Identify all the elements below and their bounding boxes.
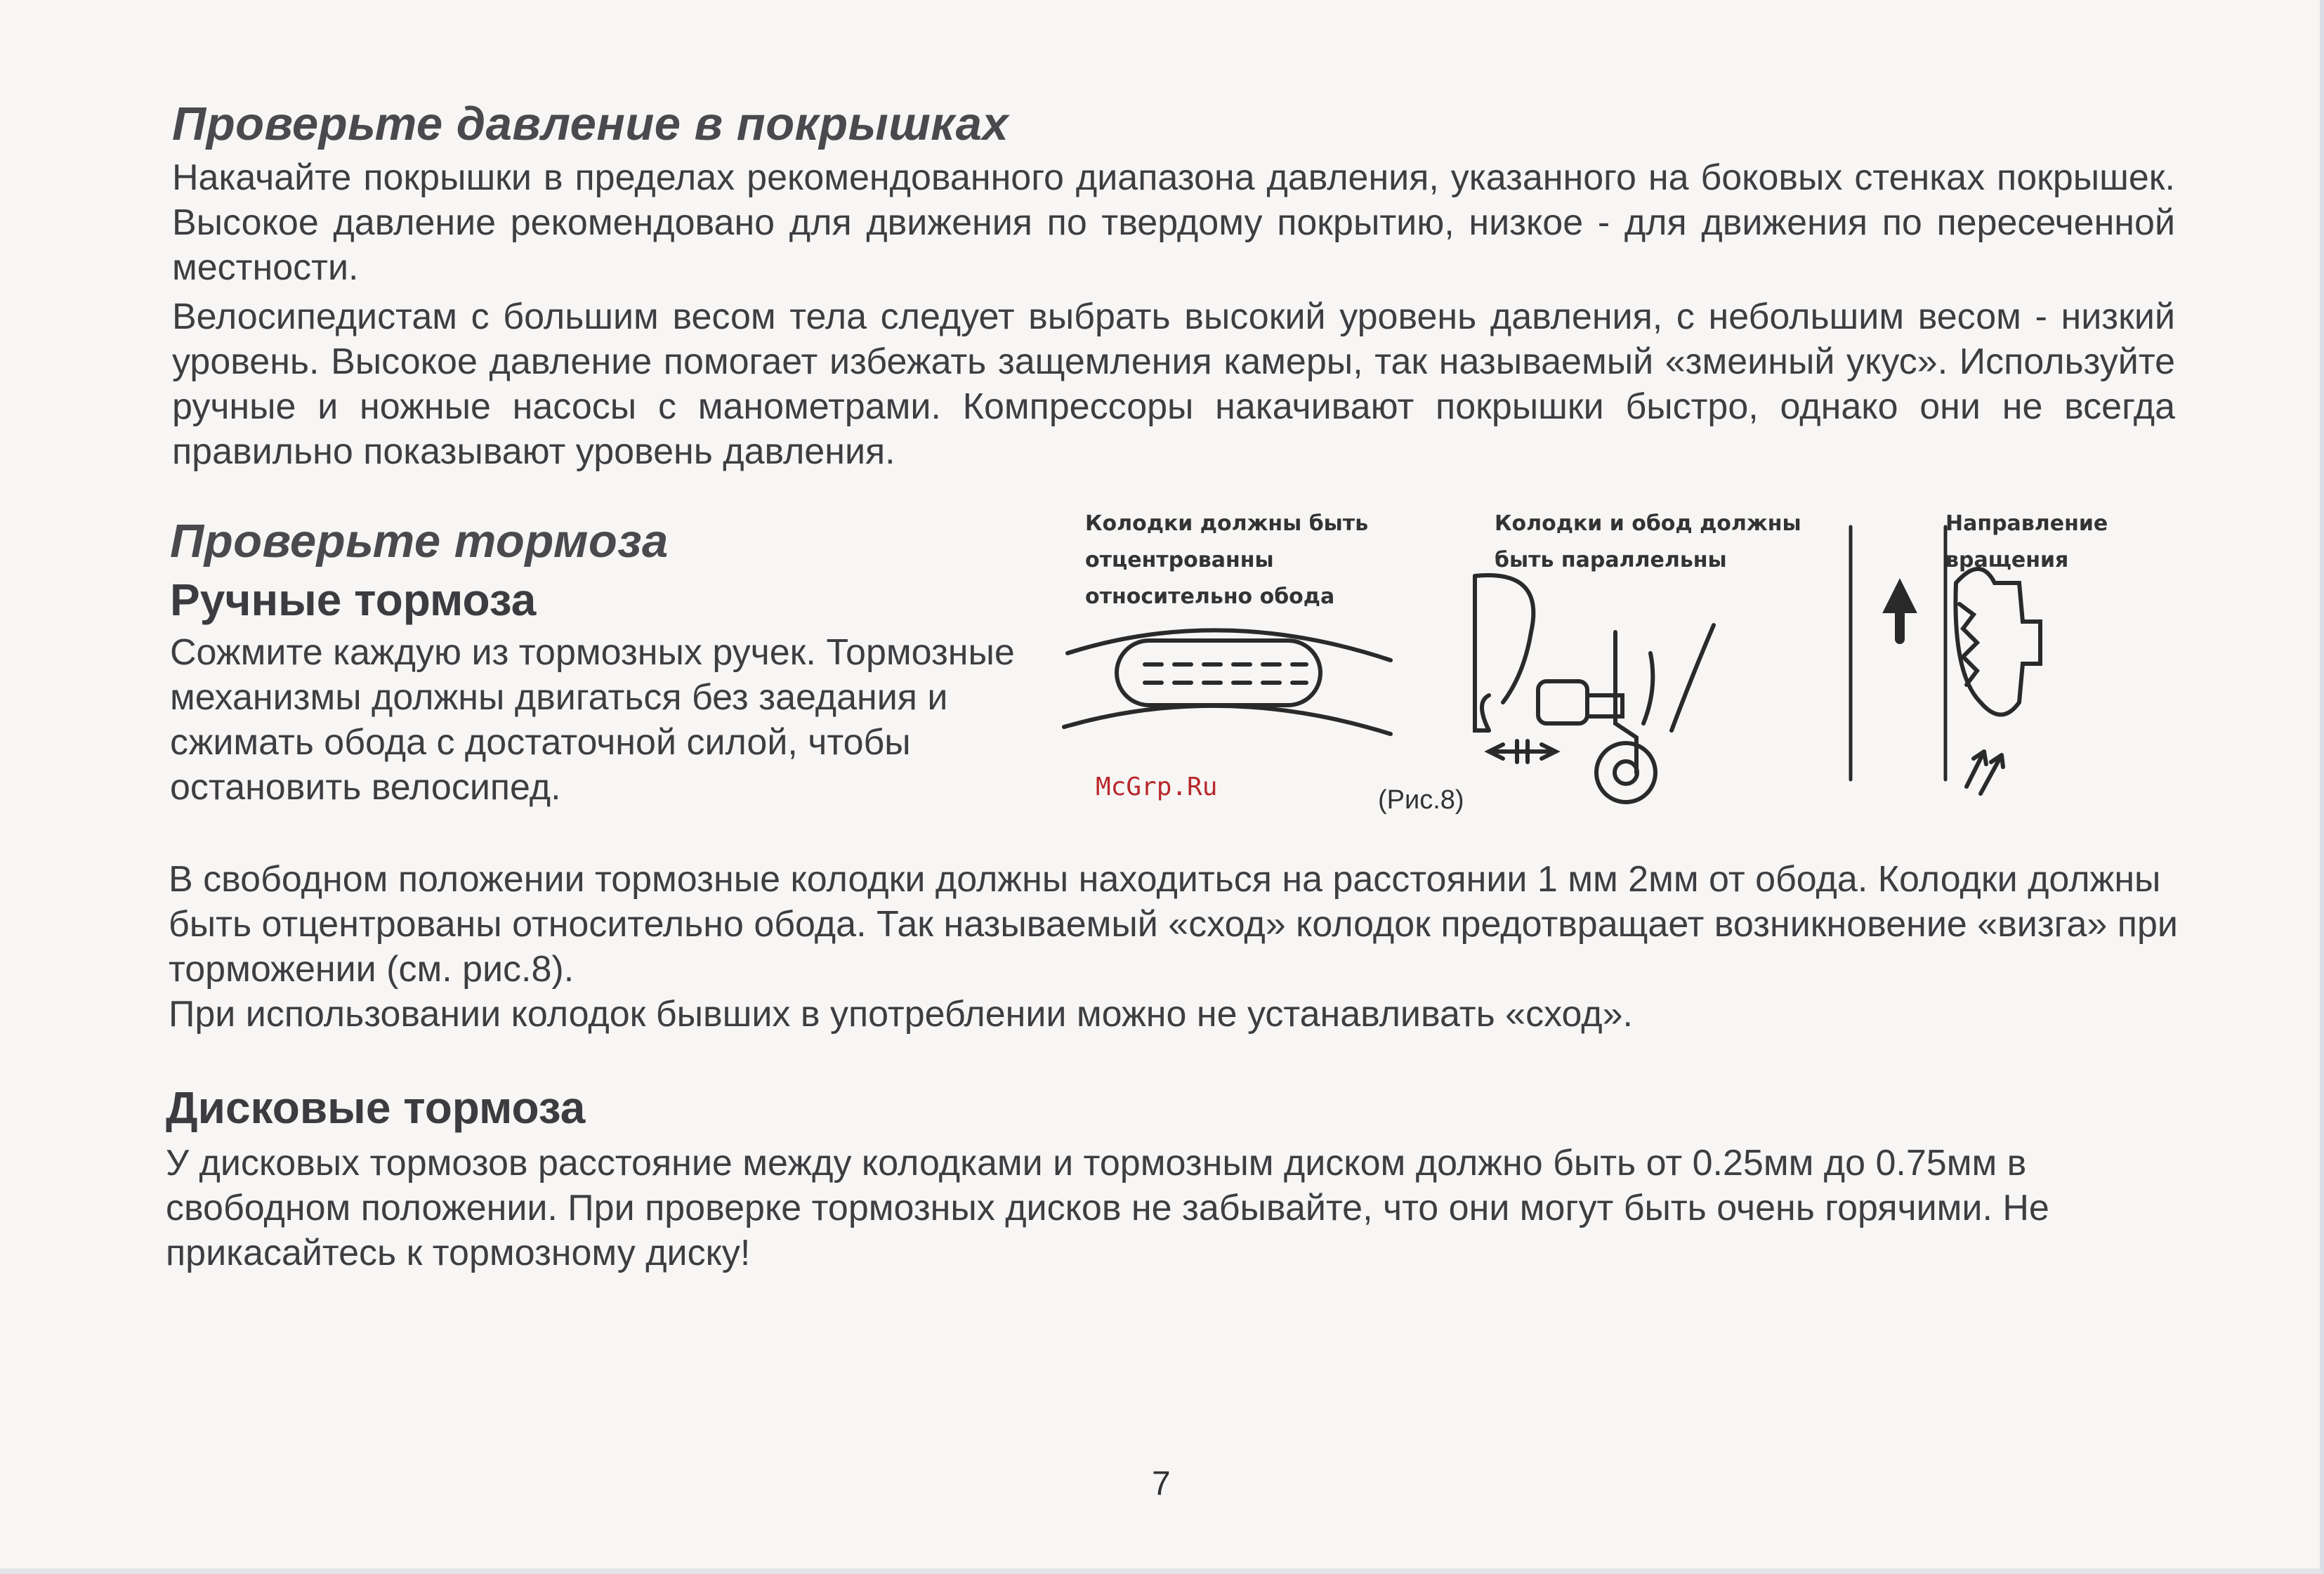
- paragraph-hand-brakes: Сожмите каждую из тормозных ручек. Тормозные механизмы должны двигаться без заедания и сжимать обода с достаточной силой, чтобы остановить велосипед.: [170, 632, 1015, 808]
- rim-arc-bottom: [1064, 706, 1391, 734]
- paragraph-tire-pressure-1: Накачайте покрышки в пределах рекомендованного диапазона давления, указанного на боковых стенках покрышек. Высокое давление рекомендовано для движения по твердому покрытию, низкое - для движения по пересеченной местности.: [172, 157, 2175, 288]
- section-tire-pressure: [172, 97, 2175, 474]
- section-title-brakes: Проверьте тормоза: [170, 515, 669, 568]
- paragraph-pad-clearance-1: В свободном положении тормозные колодки должны находиться на расстоянии 1 мм 2мм от обода. Колодки должны быть отцентрованы относительно обода. Так называемый «сход» колодок предотвращает возникновение «визга» при торможении (см. рис.8).: [169, 859, 2178, 990]
- paragraph-disc-brakes: У дисковых тормозов расстояние между колодками и тормозным диском должно быть от 0.25мм до 0.75мм в свободном положении. При проверке тормозных дисков не забывайте, что они могут быть очень горячими. Не прикасайтесь к тормозному диску!: [166, 1143, 2049, 1273]
- paragraph-pad-clearance-2: При использовании колодок бывших в употреблении можно не устанавливать «сход».: [169, 994, 1633, 1035]
- brake-pad-outline: [1117, 641, 1320, 705]
- rotation-arrow-icon: [1886, 583, 1914, 611]
- figure-label-rotation: Направление вращения: [1945, 511, 2108, 572]
- section-disc-brakes: [166, 1082, 2188, 1275]
- figure-label-centered: Колодки должны быть отцентрованны относительно обода: [1085, 511, 1369, 609]
- rim-arc-top: [1068, 630, 1391, 660]
- brake-shoe: [1538, 681, 1587, 723]
- subsection-title-hand-brakes: Ручные тормоза: [170, 575, 537, 625]
- section-brakes: [170, 514, 1062, 810]
- watermark: McGrp.Ru: [1096, 773, 1218, 801]
- figure-label-parallel: Колодки и обод должны быть параллельны: [1495, 511, 1801, 572]
- subsection-title-disc-brakes: Дисковые тормоза: [166, 1082, 586, 1133]
- page-number: 7: [1152, 1465, 1171, 1502]
- section-pad-clearance: [169, 857, 2191, 1037]
- section-title-tire-pressure: Проверьте давление в покрышках: [172, 98, 1009, 150]
- brake-pivot: [1596, 743, 1655, 802]
- figure-caption: (Рис.8): [1378, 785, 1464, 815]
- tilted-brake-pad: [1955, 569, 2040, 715]
- paragraph-tire-pressure-2: Велосипедистам с большим весом тела следует выбрать высокий уровень давления, с небольшим весом - низкий уровень. Высокое давление помогает избежать защемления камеры, так называемый «змеиный укус». Используйте ручные и ножные насосы с манометрами. Компрессоры накачивают покрышки быстро, однако они не всегда правильно показывают уровень давления.: [172, 296, 2175, 472]
